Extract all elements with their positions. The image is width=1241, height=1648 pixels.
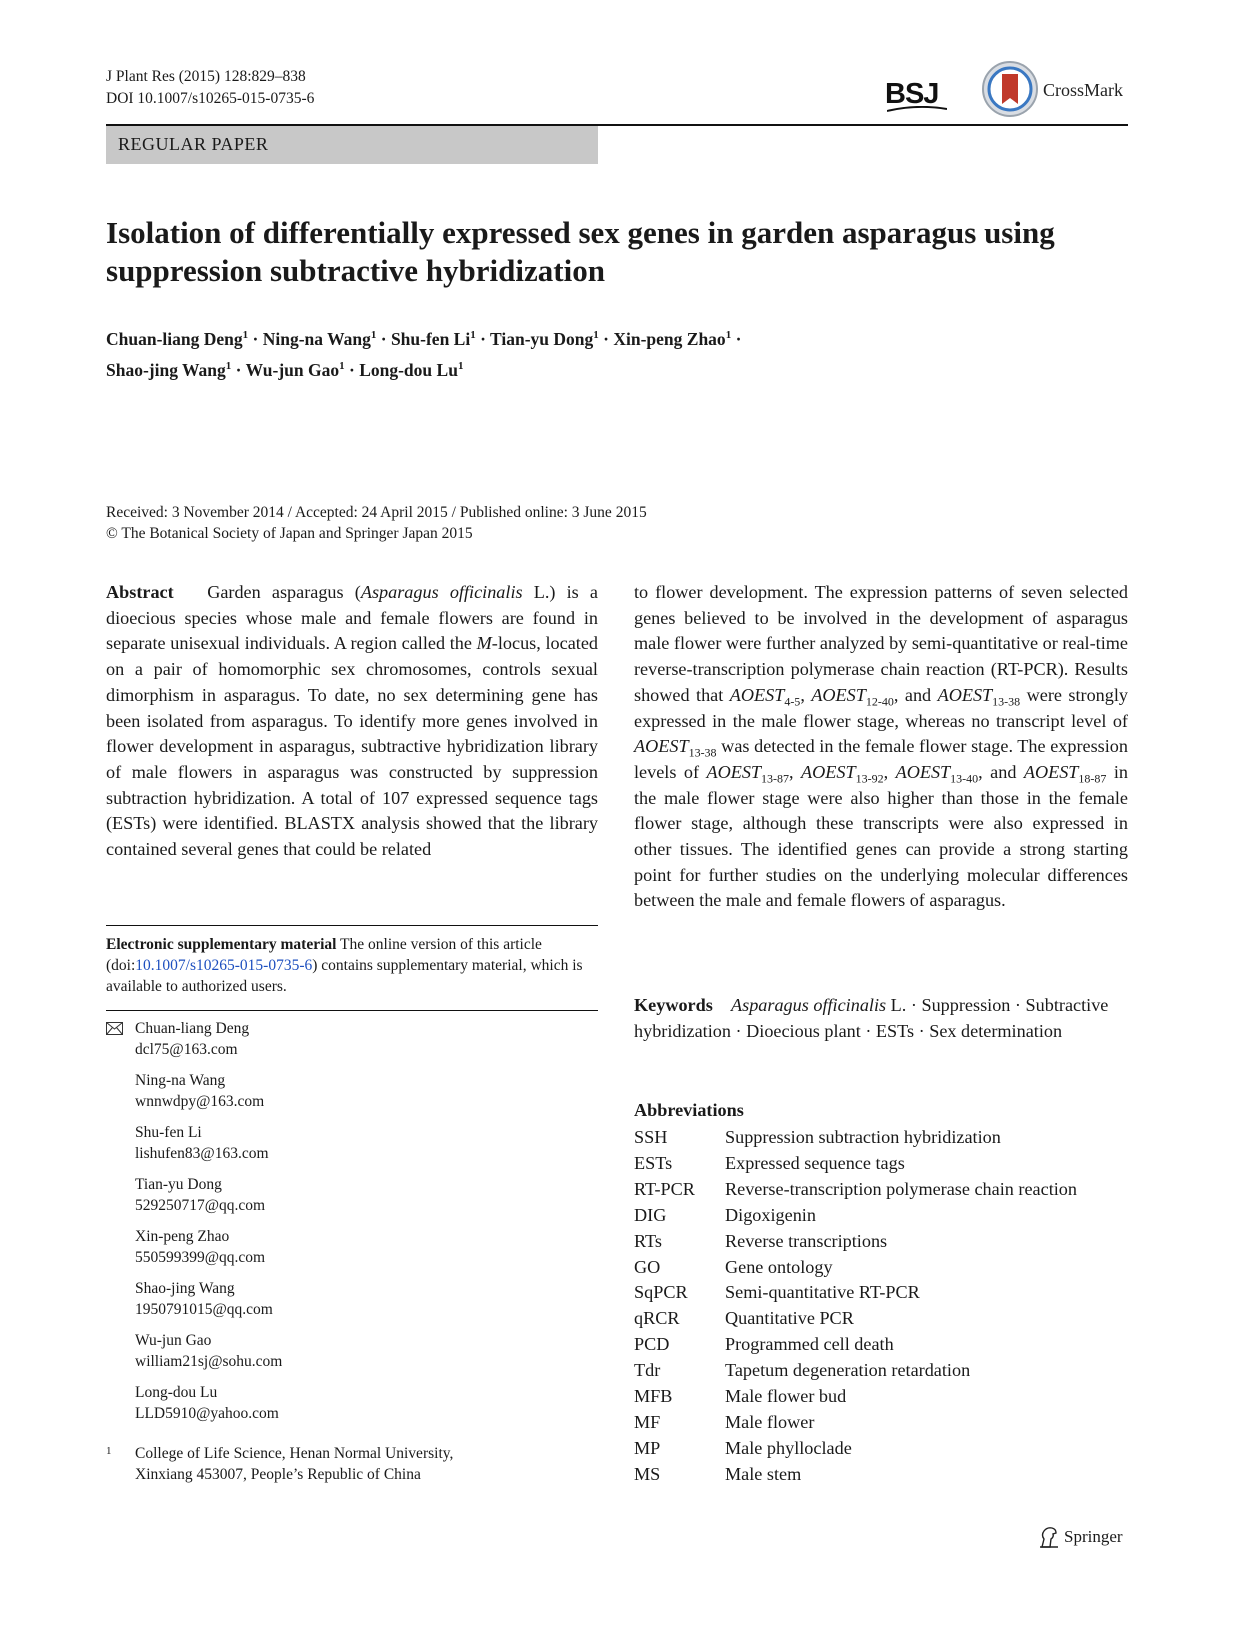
contact-entry [106, 1278, 586, 1320]
abbreviation-row [634, 1332, 1077, 1358]
contact-email[interactable]: 529250717@qq.com [135, 1197, 266, 1214]
abbreviation-term: DIG [634, 1204, 667, 1225]
section-banner [106, 126, 598, 164]
abstract-text: was detected in the female flower stage. The expression levels of [634, 736, 1128, 782]
gene-subscript: 4-5 [784, 694, 801, 709]
esm-bottom-rule [106, 1010, 598, 1011]
author-affiliation-mark: 1 [593, 329, 599, 341]
gene-name: AOEST [706, 761, 762, 782]
contact-email[interactable]: william21sj@sohu.com [135, 1353, 283, 1370]
abbreviation-row [634, 1203, 1077, 1229]
abbreviation-row [634, 1177, 1077, 1203]
author-name: Tian-yu Dong [490, 328, 594, 349]
esm-top-rule [106, 925, 598, 926]
copyright-line: © The Botanical Society of Japan and Springer Japan 2015 [106, 525, 473, 542]
abbreviation-term: MP [634, 1437, 661, 1458]
abbreviation-term: PCD [634, 1334, 670, 1355]
contact-email[interactable]: 550599399@qq.com [135, 1249, 266, 1266]
gene-subscript: 13-92 [855, 771, 884, 786]
abbreviation-term: Tdr [634, 1360, 661, 1381]
gene-subscript: 12-40 [865, 694, 894, 709]
gene-name: AOEST [729, 684, 785, 705]
doi-link[interactable]: 10.1007/s10265-015-0735-6 [135, 957, 313, 974]
abbreviation-definition: Tapetum degeneration retardation [725, 1360, 971, 1381]
affiliation-number: 1 [106, 1445, 112, 1457]
abstract-left-column [106, 580, 598, 863]
species-name: Asparagus officinalis [360, 582, 523, 602]
abstract-text: , and [893, 684, 938, 705]
springer-label: Springer [1064, 1527, 1123, 1546]
abbreviation-row [634, 1229, 1077, 1255]
abbreviation-definition: Suppression subtraction hybridization [725, 1127, 1001, 1147]
abbreviation-term: RTs [634, 1230, 662, 1251]
envelope-icon [106, 1022, 123, 1035]
supplementary-note [106, 934, 598, 997]
gene-subscript: 13-38 [688, 745, 717, 760]
author-affiliation-mark: 1 [225, 359, 232, 372]
journal-info [106, 66, 314, 110]
springer-horse-icon [1038, 1525, 1060, 1549]
contact-entry [106, 1122, 586, 1164]
abbreviation-definition: Male flower [725, 1411, 815, 1432]
abbreviation-row [634, 1255, 1077, 1281]
gene-name: AOEST [634, 736, 689, 757]
contact-entry [106, 1330, 586, 1372]
author-affiliation-mark: 1 [242, 329, 249, 341]
author-name: Wu-jun Gao [245, 359, 340, 380]
contact-email[interactable]: 1950791015@qq.com [135, 1301, 273, 1318]
abbreviation-row [634, 1280, 1077, 1306]
contact-name: Ning-na Wang [135, 1072, 226, 1089]
gene-subscript: 13-40 [950, 771, 979, 786]
abbreviation-definition: Male phylloclade [725, 1437, 852, 1458]
abbreviation-definition: Reverse-transcription polymerase chain reaction [725, 1178, 1077, 1199]
abbreviation-row [634, 1384, 1077, 1410]
abbreviation-definition: Programmed cell death [725, 1334, 894, 1355]
abstract-text: , [789, 761, 802, 782]
abbreviation-row [634, 1462, 1077, 1488]
keywords [634, 993, 1128, 1044]
author-name: Shu-fen Li [390, 328, 471, 349]
gene-name: AOEST [937, 684, 993, 705]
abbreviation-term: GO [634, 1256, 661, 1277]
abstract-text: in the male flower stage were also higher than those in the female flower stage, although these transcripts were also expressed in other tissues. The identified genes can provide a strong starting point for further studies on the underlying molecular differences between the male and female flowers of asparagus. [634, 761, 1129, 911]
abbreviation-term: SSH [634, 1127, 668, 1147]
bsj-logo: BSJ [885, 78, 939, 110]
contact-email[interactable]: LLD5910@yahoo.com [135, 1405, 279, 1422]
publication-dates [106, 502, 647, 544]
author-name: Chuan-liang Deng [106, 328, 243, 349]
abbreviation-definition: Digoxigenin [725, 1204, 816, 1225]
abbreviation-definition: Male stem [725, 1463, 802, 1484]
contact-name: Shu-fen Li [135, 1124, 202, 1141]
abstract-text: L.) is a dioecious species whose male and female flowers are found in separate unisexual individuals. A region called the [106, 582, 599, 654]
author-affiliation-mark: 1 [370, 329, 377, 341]
contact-email[interactable]: lishufen83@163.com [135, 1145, 269, 1162]
springer-logo [1038, 1525, 1130, 1551]
abstract-text: , [883, 761, 896, 782]
abbreviation-row [634, 1151, 1077, 1177]
esm-text: ) contains supplementary material, which is available to authorized users. [106, 957, 583, 995]
contact-entry [106, 1018, 586, 1060]
author-name: Shao-jing Wang [106, 359, 226, 380]
contact-name: Xin-peng Zhao [135, 1228, 230, 1245]
abstract-text: , and [978, 761, 1024, 782]
abbreviation-row [634, 1306, 1077, 1332]
gene-name: AOEST [801, 761, 856, 782]
author-name: Xin-peng Zhao [613, 328, 726, 349]
esm-label: Electronic supplementary material [106, 936, 337, 953]
contact-name: Tian-yu Dong [135, 1176, 222, 1193]
abbreviation-term: MS [634, 1463, 661, 1484]
contact-name: Long-dou Lu [135, 1384, 218, 1401]
contact-entry [106, 1382, 586, 1424]
doi: DOI 10.1007/s10265-015-0735-6 [106, 90, 315, 107]
m-locus: M [476, 633, 492, 654]
abstract-text: Garden asparagus ( [207, 582, 361, 602]
abbreviation-term: RT-PCR [634, 1178, 695, 1199]
keyword-species: Asparagus officinalis [731, 995, 887, 1015]
gene-subscript: 13-87 [761, 771, 790, 786]
keywords-list: L. · Suppression · Subtractive hybridization · Dioecious plant · ESTs · Sex determination [634, 995, 1109, 1041]
author-affiliation-mark: 1 [339, 359, 345, 372]
corresponding-contacts [106, 1018, 586, 1434]
author-affiliation-mark: 1 [457, 359, 464, 372]
header-logos [885, 58, 1129, 120]
keywords-label: Keywords [634, 995, 713, 1015]
contact-name: Shao-jing Wang [135, 1280, 235, 1297]
author-name: Long-dou Lu [359, 359, 458, 380]
abbreviation-term: MF [634, 1411, 661, 1432]
abbreviation-definition: Male flower bud [725, 1386, 847, 1407]
abbreviation-definition: Expressed sequence tags [725, 1152, 905, 1173]
contact-entry [106, 1174, 586, 1216]
abbreviation-definition: Reverse transcriptions [725, 1230, 888, 1251]
crossmark-icon[interactable] [981, 60, 1039, 118]
author-affiliation-mark: 1 [470, 329, 476, 341]
author-affiliation-mark: 1 [725, 329, 732, 341]
abstract-right-column [634, 580, 1128, 914]
gene-subscript: 18-87 [1078, 771, 1107, 786]
abbreviation-term: SqPCR [634, 1282, 688, 1303]
crossmark-label[interactable]: CrossMark [1043, 80, 1123, 100]
abbreviation-term: qRCR [634, 1308, 680, 1329]
abbreviation-term: ESTs [634, 1152, 673, 1173]
abbreviation-definition: Quantitative PCR [725, 1308, 854, 1329]
contact-entry [106, 1226, 586, 1268]
gene-name: AOEST [811, 684, 866, 705]
abbreviations-title: Abbreviations [634, 1100, 744, 1120]
abstract-label: Abstract [106, 582, 174, 602]
abbreviation-definition: Semi-quantitative RT-PCR [725, 1282, 920, 1303]
abbreviation-row [634, 1436, 1077, 1462]
abstract-text: to flower development. The expression patterns of seven selected genes believed to be involved in the development of asparagus male flower were further analyzed by semi-quantitative or real-time reverse-transcription polymerase chain reaction (RT-PCR). Results showed that [634, 582, 1128, 705]
contact-email[interactable]: dcl75@163.com [135, 1041, 238, 1058]
abbreviation-row [634, 1358, 1077, 1384]
bsj-swoosh-icon [887, 106, 947, 112]
affiliation-line: Xinxiang 453007, People’s Republic of China [135, 1466, 421, 1483]
section-label: REGULAR PAPER [118, 134, 269, 154]
contact-name: Chuan-liang Deng [135, 1020, 250, 1037]
paper-title: Isolation of differentially expressed sex genes in garden asparagus using suppression subtractive hybridization [106, 215, 1055, 288]
abstract-text: , [800, 684, 812, 705]
gene-name: AOEST [1023, 761, 1079, 782]
abstract-text: -locus, located on a pair of homomorphic sex chromosomes, controls sexual dimorphism in asparagus. To date, no sex determining gene has been isolated from asparagus. To identify more genes involved in flower development in asparagus, subtractive hybridization library of male flowers in asparagus was constructed by suppression subtraction hybridization. A total of 107 expressed sequence tags (ESTs) were identified. BLASTX analysis showed that the library contained several genes that could be related [106, 633, 598, 860]
contact-email[interactable]: wnnwdpy@163.com [135, 1093, 265, 1110]
abbreviation-row [634, 1410, 1077, 1436]
received-accepted-dates: Received: 3 November 2014 / Accepted: 24 April 2015 / Published online: 3 June 2015 [106, 504, 647, 521]
contact-entry [106, 1070, 586, 1112]
abstract-text: were strongly expressed in the male flower stage, whereas no transcript level of [634, 684, 1129, 731]
gene-name: AOEST [895, 761, 951, 782]
abbreviations-table [634, 1125, 1077, 1488]
contact-name: Wu-jun Gao [135, 1332, 212, 1349]
author-list: Chuan-liang Deng$^1$ · Ning-na Wang$^1$ · Shu-fen $Li^1$ · Tian-yu Dong$^1$ · Xin-peng Zhao$^1$ · Shao-jing Wang$^1$ · Wu-jun Gao$^1$ · Long-dou Lu$^1$ [106, 328, 742, 380]
abbreviation-term: MFB [634, 1386, 673, 1407]
affiliation-line: College of Life Science, Henan Normal University, [135, 1445, 454, 1462]
author-name: Ning-na Wang [262, 328, 371, 349]
gene-subscript: 13-38 [992, 694, 1021, 709]
journal-citation: J Plant Res (2015) 128:829–838 [106, 68, 306, 85]
abbreviation-row [634, 1125, 1077, 1151]
abbreviation-definition: Gene ontology [725, 1256, 833, 1277]
esm-text: The online version of this article (doi: [106, 936, 542, 974]
